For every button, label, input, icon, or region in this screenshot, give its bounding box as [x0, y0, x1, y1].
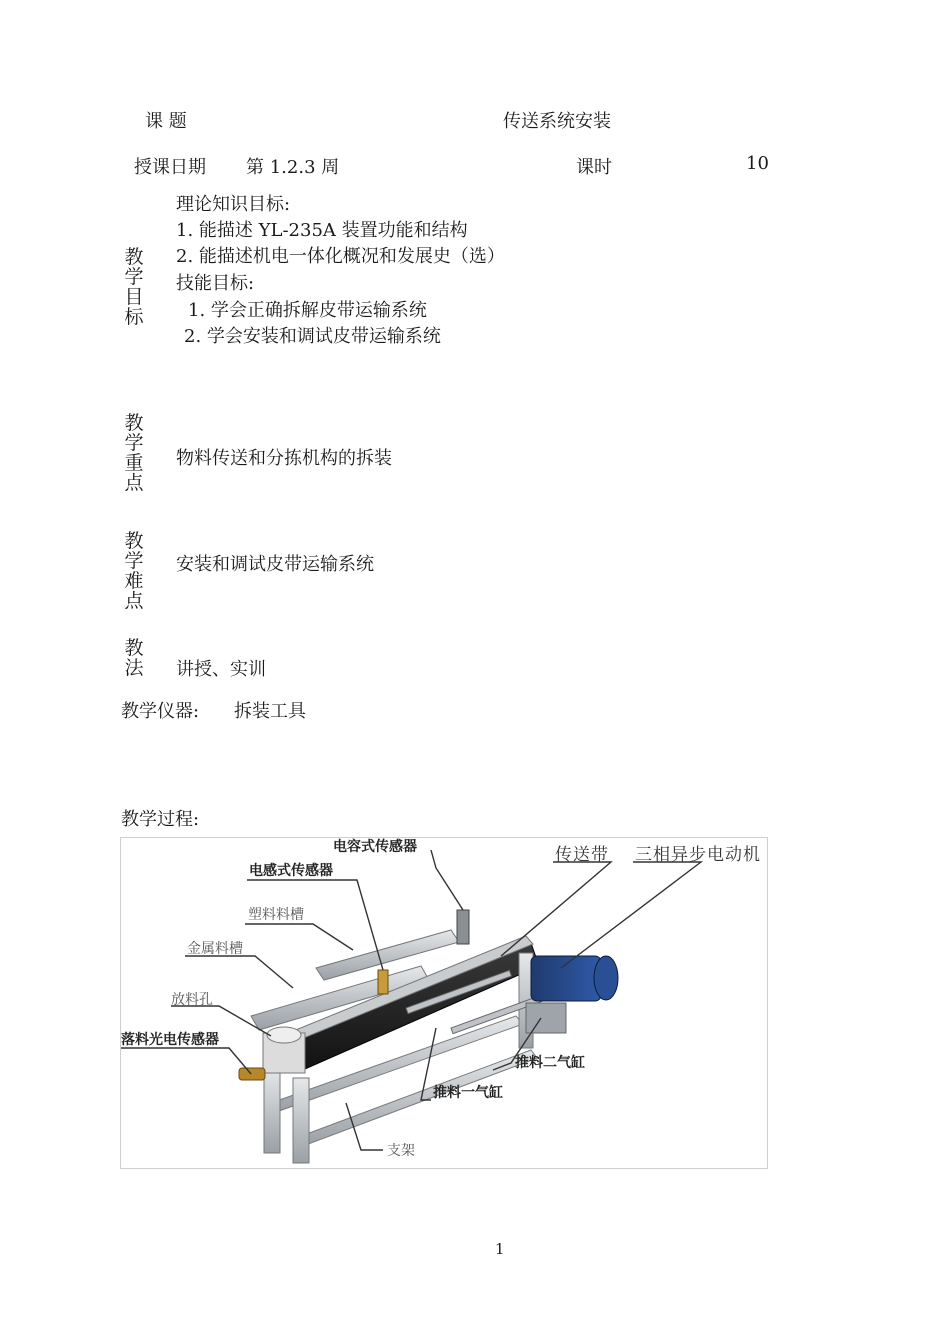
goal-line: 1. 学会正确拆解皮带运输系统: [188, 300, 427, 321]
date-value: 第 1.2.3 周: [246, 157, 340, 178]
leg-shape: [293, 1078, 309, 1163]
difficulties-label-char: 学: [124, 550, 144, 572]
callout-cylinder1: 推料一气缸: [433, 1085, 503, 1101]
callout-inductive-sensor: 电感式传感器: [249, 863, 333, 879]
goals-label-char: 学: [124, 266, 144, 288]
difficulties-label-char: 教: [124, 530, 144, 552]
callout-belt: 传送带: [555, 845, 609, 865]
motor-shape: [531, 956, 601, 1001]
callout-capacitive-sensor: 电容式传感器: [333, 839, 417, 855]
photo-sensor-shape: [239, 1068, 265, 1080]
motor-bracket-shape: [526, 1003, 566, 1033]
method-label: [123, 638, 145, 678]
key-points-text: 物料传送和分拣机构的拆装: [176, 448, 392, 469]
difficulties-label: [123, 531, 145, 611]
key-points-label-char: 教: [124, 412, 144, 434]
difficulties-label-char: 点: [124, 590, 144, 612]
goal-line: 2. 学会安装和调试皮带运输系统: [184, 326, 441, 347]
conveyor-figure: [120, 837, 768, 1169]
process-label: 教学过程:: [121, 809, 200, 830]
topic-value: 传送系统安装: [503, 111, 611, 132]
callout-frame: 支架: [387, 1143, 415, 1159]
difficulties-text: 安装和调试皮带运输系统: [176, 554, 374, 575]
topic-label: 课 题: [145, 111, 187, 132]
key-points-label-char: 重: [124, 452, 144, 474]
date-label: 授课日期: [134, 157, 206, 178]
page-number: 1: [495, 1240, 505, 1258]
goal-line: 理论知识目标:: [176, 194, 291, 215]
goal-line: 技能目标:: [176, 273, 255, 294]
goal-line: 2. 能描述机电一体化概况和发展史（选）: [176, 246, 505, 267]
instruments-value: 拆装工具: [234, 701, 306, 722]
method-text: 讲授、实训: [176, 659, 266, 680]
leg-shape: [264, 1068, 280, 1153]
method-label-char: 法: [124, 657, 144, 679]
callout-motor: 三相异步电动机: [635, 845, 761, 865]
goals-label: [123, 247, 145, 327]
capacitive-sensor-shape: [457, 910, 469, 944]
callout-photo-sensor: 落料光电传感器: [121, 1032, 219, 1048]
method-label-char: 教: [124, 637, 144, 659]
goal-line: 1. 能描述 YL-235A 装置功能和结构: [176, 220, 468, 241]
callout-feed-hole: 放料孔: [171, 992, 213, 1008]
goals-label-char: 目: [124, 286, 144, 308]
callout-metal-chute: 金属料槽: [187, 941, 243, 957]
hours-value: 10: [746, 153, 769, 174]
key-points-label-char: 点: [124, 472, 144, 494]
key-points-label-char: 学: [124, 432, 144, 454]
callout-cylinder2: 推料二气缸: [515, 1055, 585, 1071]
inductive-sensor-shape: [378, 970, 388, 994]
goals-label-char: 教: [124, 246, 144, 268]
hours-label: 课时: [576, 157, 612, 178]
key-points-label: [123, 413, 145, 493]
feed-hole-shape: [267, 1027, 301, 1043]
motor-end-shape: [594, 956, 618, 1000]
difficulties-label-char: 难: [124, 570, 144, 592]
callout-plastic-chute: 塑料料槽: [248, 907, 304, 923]
instruments-label: 教学仪器:: [121, 701, 200, 722]
conveyor-illustration: [121, 838, 767, 1168]
goals-label-char: 标: [124, 306, 144, 328]
